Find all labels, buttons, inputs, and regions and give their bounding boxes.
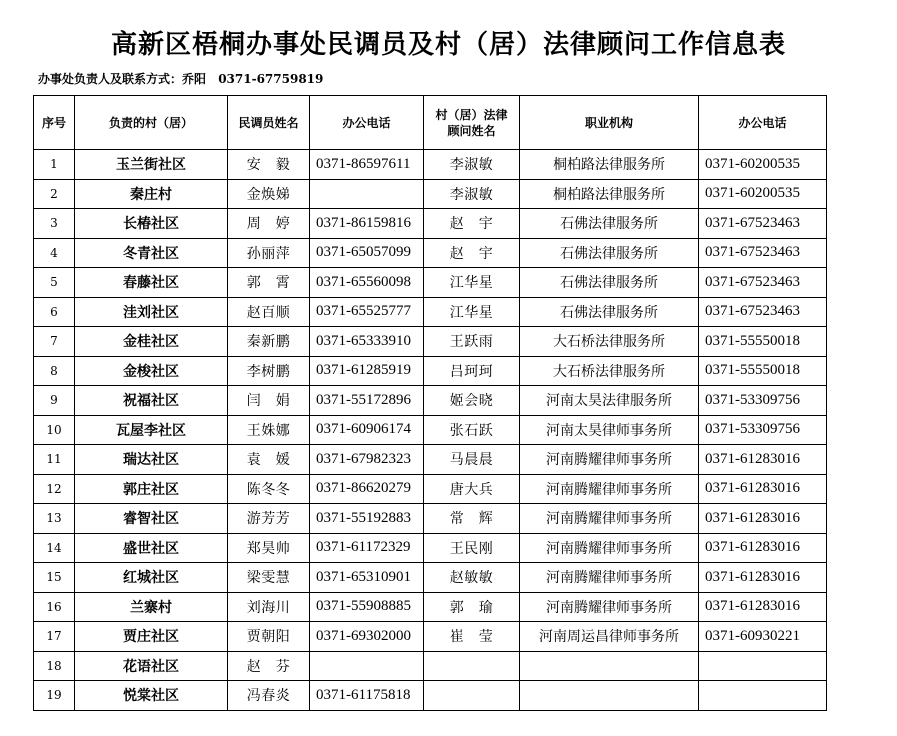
cell-org: 河南腾耀律师事务所 <box>520 474 699 504</box>
cell-mediator: 陈冬冬 <box>228 474 310 504</box>
cell-counsel: 王民刚 <box>424 533 520 563</box>
cell-village: 瓦屋李社区 <box>75 415 228 445</box>
cell-counsel-phone: 0371-67523463 <box>699 297 827 327</box>
cell-org: 河南腾耀律师事务所 <box>520 504 699 534</box>
cell-mediator-phone: 0371-55192883 <box>310 504 424 534</box>
cell-counsel: 赵 宇 <box>424 238 520 268</box>
cell-counsel: 马晨晨 <box>424 445 520 475</box>
cell-counsel: 张石跃 <box>424 415 520 445</box>
cell-mediator: 刘海川 <box>228 592 310 622</box>
cell-mediator-phone: 0371-65560098 <box>310 268 424 298</box>
header-counsel-phone: 办公电话 <box>699 96 827 150</box>
cell-counsel-phone: 0371-67523463 <box>699 209 827 239</box>
cell-village: 瑞达社区 <box>75 445 228 475</box>
cell-mediator: 郭 霄 <box>228 268 310 298</box>
cell-mediator: 安 毅 <box>228 150 310 180</box>
table-row <box>34 474 827 504</box>
cell-mediator-phone: 0371-55172896 <box>310 386 424 416</box>
table-row <box>34 209 827 239</box>
page-title: 高新区梧桐办事处民调员及村（居）法律顾问工作信息表 <box>110 30 786 60</box>
cell-mediator-phone: 0371-86620279 <box>310 474 424 504</box>
cell-mediator: 冯春炎 <box>228 681 310 711</box>
table-row <box>34 179 827 209</box>
cell-seq: 13 <box>34 504 75 534</box>
cell-village: 春藤社区 <box>75 268 228 298</box>
cell-org: 大石桥法律服务所 <box>520 327 699 357</box>
cell-counsel-phone: 0371-67523463 <box>699 268 827 298</box>
cell-mediator-phone: 0371-86597611 <box>310 150 424 180</box>
cell-mediator: 孙丽萍 <box>228 238 310 268</box>
cell-counsel-phone: 0371-61283016 <box>699 445 827 475</box>
cell-counsel-phone: 0371-60200535 <box>699 150 827 180</box>
cell-mediator: 周 婷 <box>228 209 310 239</box>
cell-seq: 4 <box>34 238 75 268</box>
cell-mediator: 赵百顺 <box>228 297 310 327</box>
cell-counsel-phone: 0371-60200535 <box>699 179 827 209</box>
cell-mediator-phone: 0371-61175818 <box>310 681 424 711</box>
cell-seq: 11 <box>34 445 75 475</box>
info-table <box>33 95 827 711</box>
cell-mediator: 贾朝阳 <box>228 622 310 652</box>
cell-village: 兰寨村 <box>75 592 228 622</box>
cell-mediator-phone <box>310 651 424 681</box>
cell-counsel-phone: 0371-55550018 <box>699 356 827 386</box>
cell-seq: 10 <box>34 415 75 445</box>
cell-mediator-phone: 0371-69302000 <box>310 622 424 652</box>
cell-village: 长椿社区 <box>75 209 228 239</box>
header-counsel-line1: 村（居）法律 <box>435 107 508 122</box>
cell-mediator-phone: 0371-55908885 <box>310 592 424 622</box>
cell-mediator-phone: 0371-65333910 <box>310 327 424 357</box>
cell-org: 石佛法律服务所 <box>520 297 699 327</box>
cell-counsel-phone <box>699 681 827 711</box>
cell-mediator: 李树鹏 <box>228 356 310 386</box>
cell-org: 桐柏路法律服务所 <box>520 179 699 209</box>
cell-mediator-phone: 0371-65310901 <box>310 563 424 593</box>
cell-counsel-phone: 0371-67523463 <box>699 238 827 268</box>
table-row <box>34 651 827 681</box>
cell-counsel-phone: 0371-61283016 <box>699 563 827 593</box>
cell-seq: 16 <box>34 592 75 622</box>
cell-counsel: 唐大兵 <box>424 474 520 504</box>
table-header-row <box>34 96 827 150</box>
cell-org: 石佛法律服务所 <box>520 268 699 298</box>
cell-village: 贾庄社区 <box>75 622 228 652</box>
cell-village: 花语社区 <box>75 651 228 681</box>
header-mediator-phone: 办公电话 <box>310 96 424 150</box>
cell-village: 金桂社区 <box>75 327 228 357</box>
cell-counsel: 姬会晓 <box>424 386 520 416</box>
cell-seq: 8 <box>34 356 75 386</box>
cell-counsel: 常 辉 <box>424 504 520 534</box>
cell-mediator: 闫 娟 <box>228 386 310 416</box>
header-counsel <box>424 96 520 150</box>
table-row <box>34 592 827 622</box>
cell-seq: 3 <box>34 209 75 239</box>
cell-org: 河南太昊法律服务所 <box>520 386 699 416</box>
cell-seq: 19 <box>34 681 75 711</box>
cell-org: 河南腾耀律师事务所 <box>520 533 699 563</box>
table-row <box>34 445 827 475</box>
cell-counsel: 吕珂珂 <box>424 356 520 386</box>
cell-mediator: 王姝娜 <box>228 415 310 445</box>
cell-counsel: 江华星 <box>424 268 520 298</box>
cell-seq: 17 <box>34 622 75 652</box>
header-mediator: 民调员姓名 <box>228 96 310 150</box>
contact-line <box>38 70 331 87</box>
cell-seq: 7 <box>34 327 75 357</box>
cell-org <box>520 681 699 711</box>
header-org: 职业机构 <box>520 96 699 150</box>
cell-mediator-phone: 0371-86159816 <box>310 209 424 239</box>
cell-counsel <box>424 681 520 711</box>
cell-village: 郭庄社区 <box>75 474 228 504</box>
cell-org: 河南腾耀律师事务所 <box>520 592 699 622</box>
table-row <box>34 386 827 416</box>
cell-mediator: 梁雯慧 <box>228 563 310 593</box>
header-seq: 序号 <box>34 96 75 150</box>
cell-org: 河南腾耀律师事务所 <box>520 445 699 475</box>
cell-org: 石佛法律服务所 <box>520 238 699 268</box>
cell-seq: 1 <box>34 150 75 180</box>
cell-seq: 2 <box>34 179 75 209</box>
cell-mediator-phone: 0371-60906174 <box>310 415 424 445</box>
cell-counsel-phone: 0371-60930221 <box>699 622 827 652</box>
cell-seq: 14 <box>34 533 75 563</box>
cell-counsel: 李淑敏 <box>424 150 520 180</box>
contact-label: 办事处负责人及联系方式：乔阳 <box>38 72 207 86</box>
cell-seq: 18 <box>34 651 75 681</box>
cell-counsel-phone: 0371-61283016 <box>699 504 827 534</box>
cell-org: 河南周运昌律师事务所 <box>520 622 699 652</box>
cell-mediator-phone: 0371-65057099 <box>310 238 424 268</box>
table-row <box>34 533 827 563</box>
cell-village: 洼刘社区 <box>75 297 228 327</box>
cell-counsel: 崔 莹 <box>424 622 520 652</box>
cell-org: 石佛法律服务所 <box>520 209 699 239</box>
cell-counsel-phone <box>699 651 827 681</box>
contact-phone: 0371-67759819 <box>218 72 324 86</box>
cell-seq: 15 <box>34 563 75 593</box>
cell-counsel: 王跃雨 <box>424 327 520 357</box>
table-row <box>34 563 827 593</box>
cell-mediator: 郑昊帅 <box>228 533 310 563</box>
cell-seq: 5 <box>34 268 75 298</box>
cell-village: 悦棠社区 <box>75 681 228 711</box>
table-row <box>34 268 827 298</box>
cell-mediator-phone: 0371-67982323 <box>310 445 424 475</box>
cell-counsel-phone: 0371-61283016 <box>699 474 827 504</box>
cell-seq: 12 <box>34 474 75 504</box>
cell-counsel: 郭 瑜 <box>424 592 520 622</box>
cell-counsel-phone: 0371-53309756 <box>699 415 827 445</box>
cell-seq: 9 <box>34 386 75 416</box>
cell-org: 河南腾耀律师事务所 <box>520 563 699 593</box>
cell-mediator-phone: 0371-61285919 <box>310 356 424 386</box>
cell-org: 大石桥法律服务所 <box>520 356 699 386</box>
table-row <box>34 356 827 386</box>
cell-counsel-phone: 0371-53309756 <box>699 386 827 416</box>
table-row <box>34 327 827 357</box>
cell-village: 红城社区 <box>75 563 228 593</box>
cell-village: 睿智社区 <box>75 504 228 534</box>
cell-mediator: 游芳芳 <box>228 504 310 534</box>
cell-mediator: 秦新鹏 <box>228 327 310 357</box>
cell-counsel-phone: 0371-55550018 <box>699 327 827 357</box>
cell-counsel: 李淑敏 <box>424 179 520 209</box>
cell-village: 盛世社区 <box>75 533 228 563</box>
cell-counsel: 江华星 <box>424 297 520 327</box>
cell-mediator-phone: 0371-65525777 <box>310 297 424 327</box>
cell-counsel <box>424 651 520 681</box>
cell-village: 祝福社区 <box>75 386 228 416</box>
cell-org: 桐柏路法律服务所 <box>520 150 699 180</box>
cell-mediator-phone: 0371-61172329 <box>310 533 424 563</box>
table-row <box>34 415 827 445</box>
cell-mediator: 袁 媛 <box>228 445 310 475</box>
cell-mediator: 金焕娣 <box>228 179 310 209</box>
header-counsel-line2: 顾问姓名 <box>447 123 496 138</box>
table-row <box>34 622 827 652</box>
table-row <box>34 504 827 534</box>
cell-seq: 6 <box>34 297 75 327</box>
cell-org <box>520 651 699 681</box>
table-row <box>34 297 827 327</box>
cell-village: 冬青社区 <box>75 238 228 268</box>
cell-village: 秦庄村 <box>75 179 228 209</box>
cell-mediator: 赵 芬 <box>228 651 310 681</box>
cell-counsel-phone: 0371-61283016 <box>699 533 827 563</box>
header-village: 负责的村（居） <box>75 96 228 150</box>
cell-counsel-phone: 0371-61283016 <box>699 592 827 622</box>
table-row <box>34 681 827 711</box>
cell-mediator-phone <box>310 179 424 209</box>
cell-counsel: 赵 宇 <box>424 209 520 239</box>
cell-org: 河南太昊律师事务所 <box>520 415 699 445</box>
table-row <box>34 150 827 180</box>
cell-counsel: 赵敏敏 <box>424 563 520 593</box>
cell-village: 金梭社区 <box>75 356 228 386</box>
cell-village: 玉兰街社区 <box>75 150 228 180</box>
table-row <box>34 238 827 268</box>
